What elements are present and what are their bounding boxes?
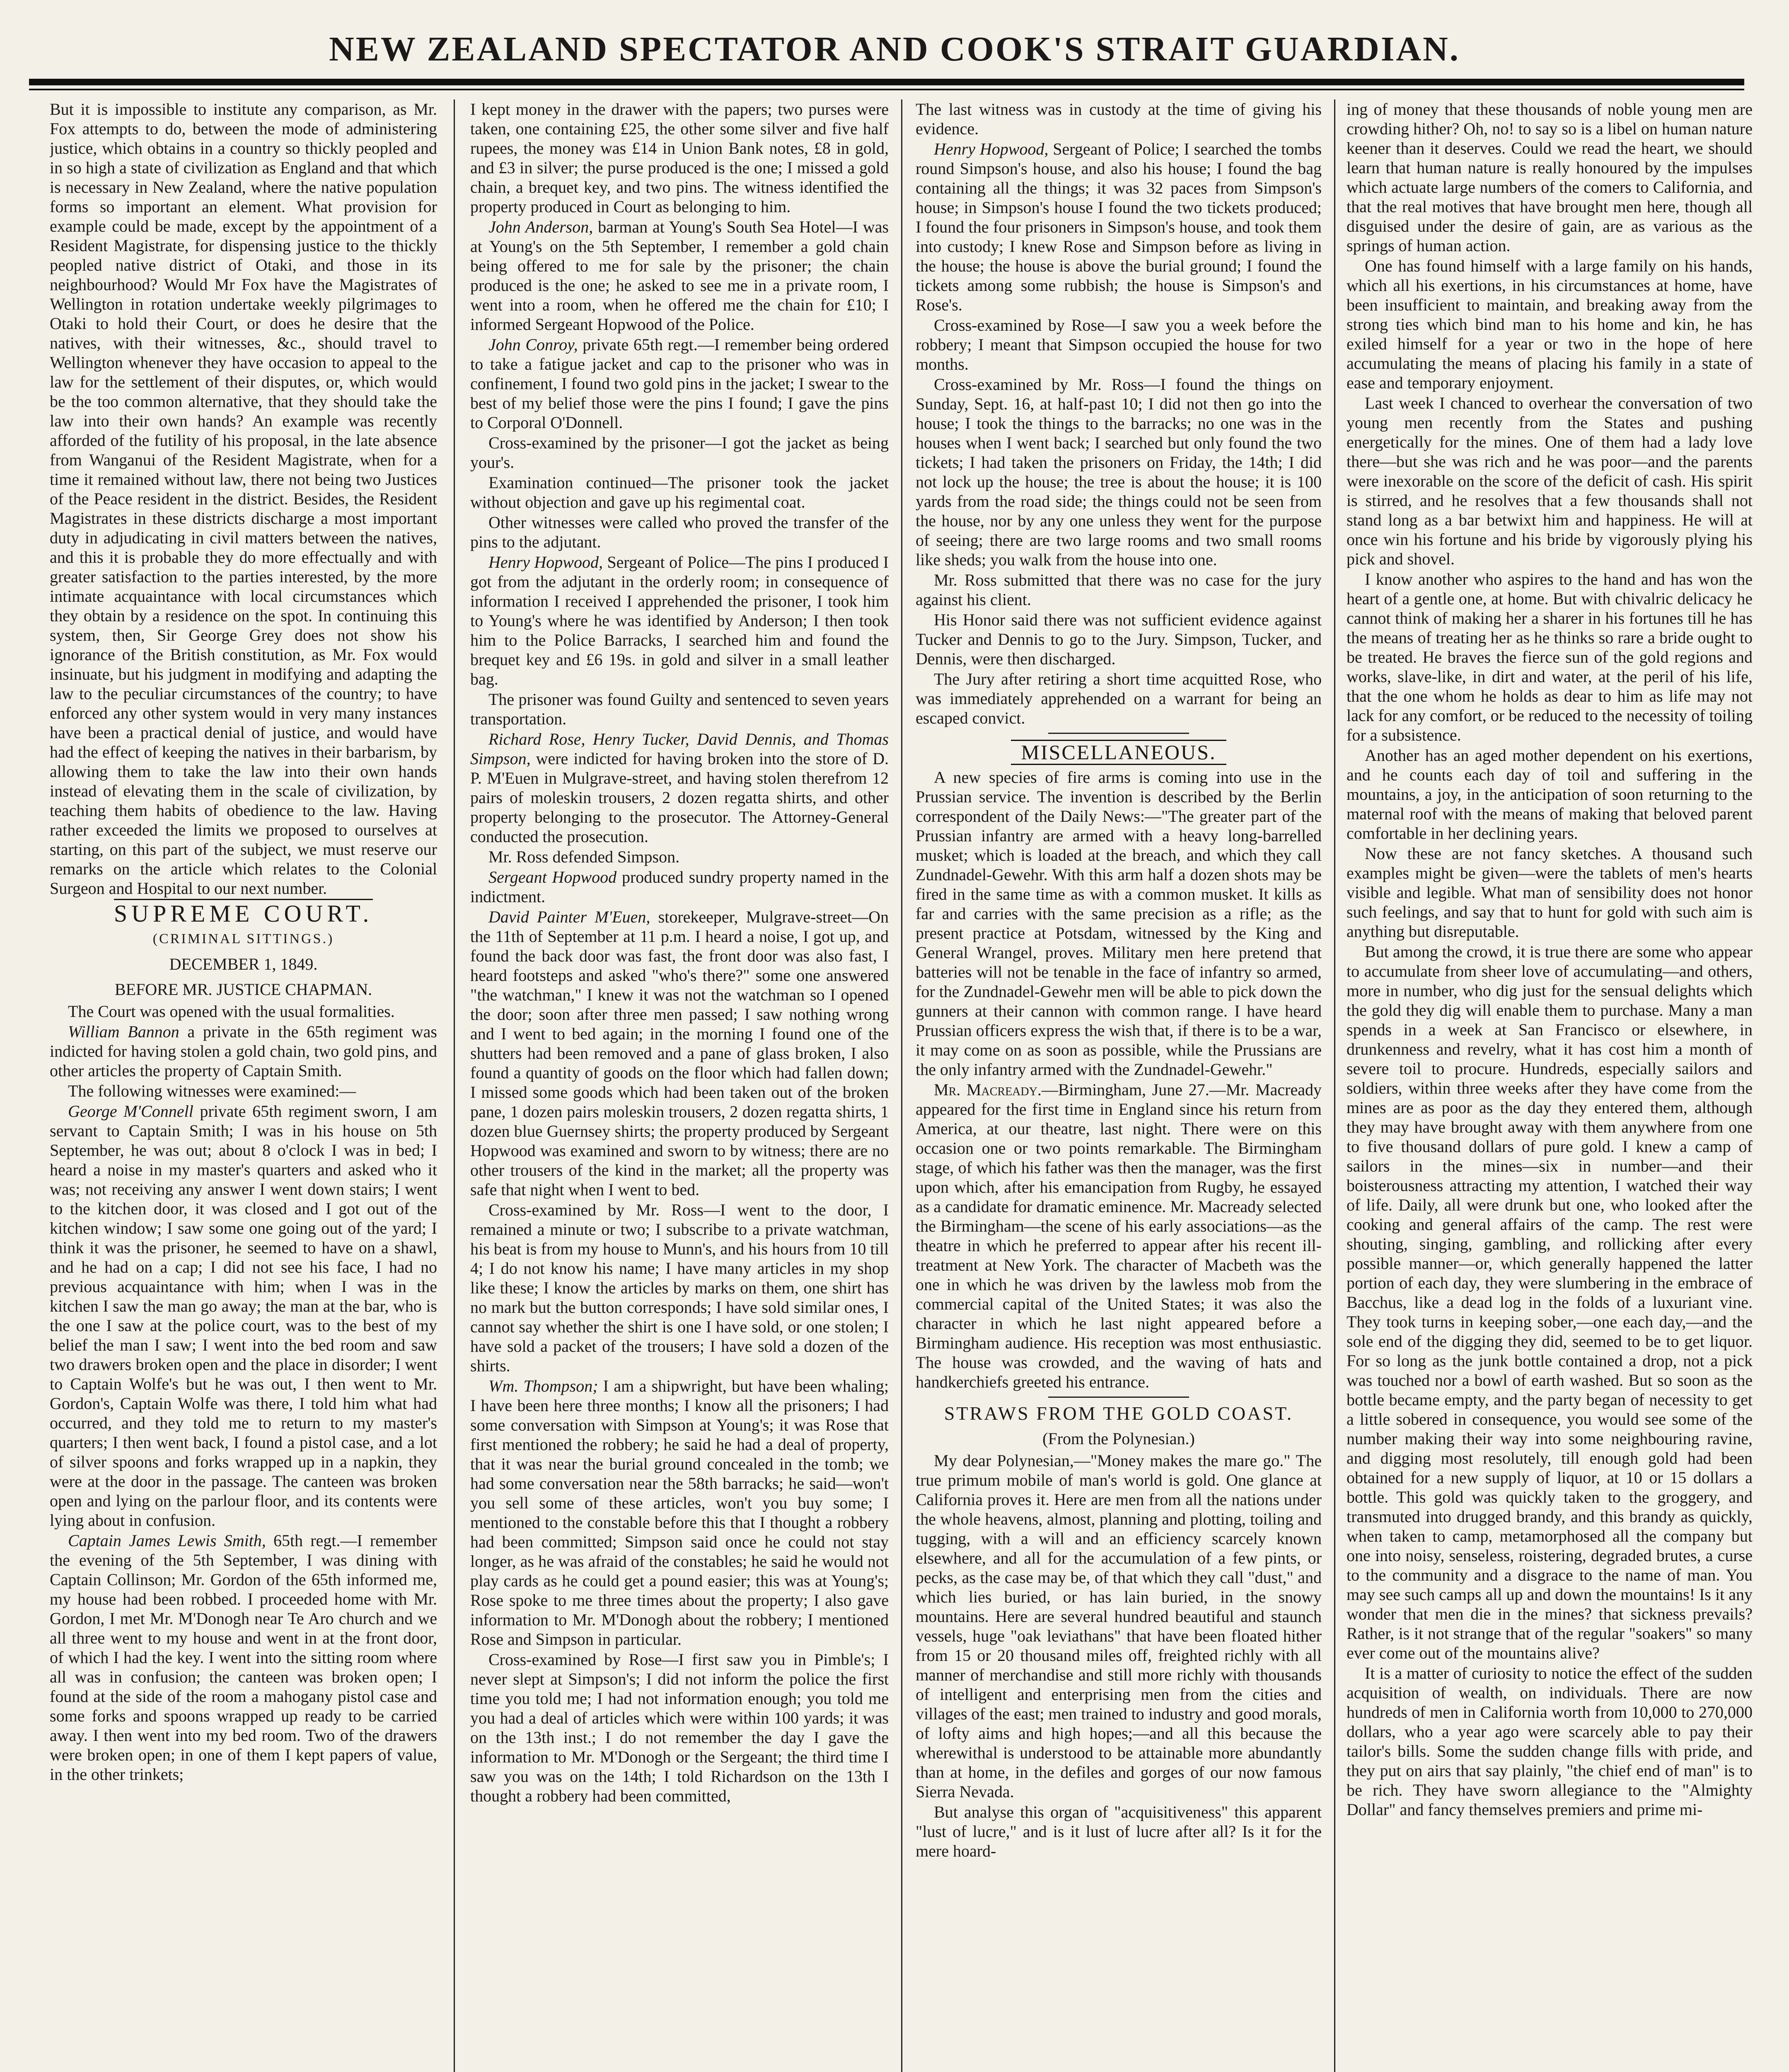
masthead-rule-thin (29, 89, 1744, 90)
witness-testimony: I kept money in the drawer with the papers; two purses were taken, one containing £25, the other some silver and five half rupees, the money was £14 in Union Bank notes, £8 in gold, and £3 in silver; the purse produced is the one; I missed a gold chain, a brequet key, and two pins. The witness identified the property produced in Court as belonging to him. (470, 100, 889, 216)
supreme-court-heading: SUPREME COURT. (50, 904, 437, 923)
column-divider (1334, 99, 1335, 2072)
cross-examination: Cross-examined by Rose—I first saw you in Pimble's; I never slept at Simpson's; I did not inform the police the first time you told me; I had not information enough; you told me you had a deal of articles which were within 100 yards; it was on the 13th inst.; I do not remember the day I gave the information to Mr. M'Donogh or the Sergeant; the third time I saw you was on the 14th; I told Richardson on the 13th I thought a robbery had been committed, (470, 1650, 889, 1805)
section-rule (1048, 1397, 1189, 1398)
article-paragraph: Mr. Macready.—Birmingham, June 27.—Mr. Macready appeared for the first time in England since his return from America, at our theatre, last night. There were on this occasion one or two points remarkable. The Birmingham stage, of which his father was then the manager, was the first upon which, after his emancipation from Rugby, he essayed as a candidate for dramatic eminence. Mr. Macready selected the Birmingham—the scene of his early associations—as the theatre in which he preferred to appear after his recent ill-treatment at New York. The character of Macbeth was the one in which he was driven by the lawless mob from the commercial capital of the United States; it was also the character in which he last night appeared before a Birmingham audience. His reception was most enthusiastic. The house was crowded, and the waving of hats and handkerchiefs greeted his entrance. (916, 1080, 1322, 1391)
court-verdict: The Jury after retiring a short time acquitted Rose, who was immediately apprehended on a warrant for being an escaped convict. (916, 670, 1322, 727)
straws-source: (From the Polynesian.) (1042, 1429, 1195, 1448)
article-paragraph: But among the crowd, it is true there are some who appear to accumulate from sheer love of accumulating—and others, more in number, who dig just for the sensual delights which the gold they dig will enable them to purchase. Many a man spends in a week at San Francisco or elsewhere, in drunkenness and revelry, what it has cost him a month of severe toil to procure. Hundreds, especially sailors and soldiers, within three weeks after they have come from the mines are as poor as the day they entered them, although they may have brought away with them anywhere from one to five thousand dollars of pure gold. I knew a camp of sailors in the mines—six in number—and their boisterousness attracting my attention, I watched their way of life. Daily, all were drunk but one, who looked after the cooking and general affairs of the camp. The rest were shouting, singing, gambling, and rollicking after every possible manner—or, which generally happened the latter portion of each day, they were slumbering in the embrace of Bacchus, like a dead log in the folds of a luxuriant vine. They took turns in keeping sober,—one each day,—and the sole end of the digging they did, seemed to be to get liquor. For so long as the junk bottle contained a drop, not a pick was touched nor a bowl of earth washed. But so soon as the bottle became empty, and the party began of necessity to get a little sobered in consequence, you would see some of the number making their way into some neighbouring ravine, and digging most resolutely, till enough gold had been obtained for a new supply of liquor, at 10 or 15 dollars a bottle. This gold was quickly taken to the groggery, and transmuted into drugged brandy, and this brandy as quickly, when taken to camp, metamorphosed all the company but one into noisy, senseless, roistering, degraded brutes, a curse to the community and a disgrace to the name of man. You may see such camps all up and down the mountains! Is it any wonder that men die in the mines? that sickness prevails? Rather, is it not strange that of the regular "soakers" so many ever come out of the mountains alive? (1347, 942, 1753, 1662)
cross-examination: Cross-examined by Rose—I saw you a week before the robbery; I meant that Simpson occupied the house for two months. (916, 316, 1322, 373)
article-paragraph: My dear Polynesian,—"Money makes the mare go." The true primum mobile of man's world is gold. One glance at California proves it. Here are men from all the nations under the whole heavens, almost, planning and plotting, toiling and tugging, with a will and an efficiency scarcely known elsewhere, and all for the accumulation of a few pints, or pecks, as the case may be, of that which they call "dust," and which lies buried, or has lain buried, in the snowy mountains. Here are several hundred beautiful and staunch vessels, huge "oak leviathans" that have been floated hither from 15 or 20 thousand miles off, freighted richly with all manner of merchandise and still more richly with thousands of intelligent and enterprising men from the cities and villages of the east; men trained to industry and good morals, of lofty aims and high hopes;—and all this because the wherewithal is understood to be attainable more abundantly than at home, in the defiles and gorges of our now famous Sierra Nevada. (916, 1451, 1322, 1801)
court-subheading: (CRIMINAL SITTINGS.) (152, 931, 334, 946)
column-2 (470, 99, 889, 2072)
article-paragraph: One has found himself with a large family on his hands, which all his exertions, in his circumstances at home, have been insufficient to maintain, and breaking away from the strong ties which bind man to his home and kin, he has exiled himself for a year or two in the hope of here accumulating the means of placing his family in a state of ease and temporary enjoyment. (1347, 257, 1753, 392)
witness-testimony: David Painter M'Euen, storekeeper, Mulgrave-street—On the 11th of September at 11 p.m. I heard a noise, I got up, and found the back door was fast, the front door was also fast, I heard footsteps and asked "who's there?" some one answered "the watchman," I knew it was not the watchman so I opened the door; soon after three men passed; I saw nothing wrong and I went to bed again; in the morning I found one of the shutters had been removed and a pane of glass broken, I also found a quantity of goods on the floor which had fallen down; I missed some goods which had been taken out of the broken pane, 1 dozen pairs moleskin trousers, 2 dozen regatta shirts, 1 dozen blue Guernsey shirts; the property produced by Sergeant Hopwood was examined and sworn to by witness; there are no other trousers of the kind in the market; all the property was safe that night when I went to bed. (470, 908, 889, 1199)
court-paragraph: William Bannon a private in the 65th regiment was indicted for having stolen a gold chain, two gold pins, and other articles the property of Captain Smith. (50, 1022, 437, 1080)
witness-testimony: John Anderson, barman at Young's South Sea Hotel—I was at Young's on the 5th September, I remember a gold chain being offered to me for sale by the prisoner; the chain produced is the one; he asked to see me in a private room, I went into a room, when he offered me the chain for £10; I informed Sergeant Hopwood of the Police. (470, 218, 889, 334)
court-paragraph: Mr. Ross submitted that there was no case for the jury against his client. (916, 571, 1322, 609)
witness-testimony: George M'Connell private 65th regiment sworn, I am servant to Captain Smith; I was in his house on 5th September, he was out; about 8 o'clock I was in bed; I heard a noise in my master's quarters and asked who it was; not receiving any answer I went down stairs; I went to the kitchen door, it was closed and I got out of the kitchen window; I saw some one going out of the yard; I think it was the prisoner, he seemed to have on a shawl, and he had on a cap; I did not see his face, I had no previous acquaintance with him; when I was in the kitchen I saw the man go away; the man at the bar, who is the one I saw at the police court, was to the best of my belief the man I saw; I went into the bed room and saw two drawers broken open and the place in disorder; I went to Captain Wolfe's but he was out, I then went to Mr. Gordon's, Captain Wolfe was there, I told him what had occurred, and they told me to return to my master's quarters; I then went back, I found a pistol case, and a lot of silver spoons and forks wrapped up in a napkin, they were at the door in the passage. The canteen was broken open and lying on the parlour floor, and its contents were lying about in confusion. (50, 1102, 437, 1530)
column-4 (1347, 99, 1753, 2072)
court-date: DECEMBER 1, 1849. (169, 955, 318, 973)
court-paragraph: Cross-examined by the prisoner—I got the jacket as being your's. (470, 433, 889, 472)
witness-testimony: John Conroy, private 65th regt.—I remember being ordered to take a fatigue jacket and cap to the prisoner who was in confinement, I found two gold pins in the jacket; I swear to the best of my belief those were the pins I found; I gave the pins to Corporal O'Donnell. (470, 335, 889, 432)
court-paragraph: Other witnesses were called who proved the transfer of the pins to the adjutant. (470, 513, 889, 551)
witness-testimony: Captain James Lewis Smith, 65th regt.—I remember the evening of the 5th September, I was dining with Captain Collinson; Mr. Gordon of the 65th informed me, my house had been robbed. I proceeded home with Mr. Gordon, I met Mr. M'Donogh near Te Aro church and we all three went to my house and went in at the front door, of which I had the key. I went into the sitting room where all was in confusion; the canteen was broken open; I found at the side of the room a mahogany pistol case and some forks and spoons wrapped up ready to be carried away. I then went into my bed room. Two of the drawers were broken open; in one of them I kept papers of value, in the other trinkets; (50, 1531, 437, 1784)
article-paragraph: ing of money that these thousands of noble young men are crowding hither? Oh, no! to say so is a libel on human nature keener than it deserves. Could we read the heart, we should learn that human nature is really honoured by the impulses which actuate large numbers of the comers to California, and that the real motives that have brought men here, though all disguised under the desire of gain, are as various as the springs of human action. (1347, 100, 1753, 255)
court-judge: BEFORE MR. JUSTICE CHAPMAN. (114, 980, 372, 999)
witness-testimony: Henry Hopwood, Sergeant of Police; I searched the tombs round Simpson's house, and also his house; I found the bag containing all the things; it was 32 paces from Simpson's house; in Simpson's house I found the two tickets produced; I found the four prisoners in Simpson's house, and took them into custody; I knew Rose and Simpson before as living in the house; the house is above the burial ground; I found the tickets among some rubbish; the house is Simpson's and Rose's. (916, 140, 1322, 314)
court-paragraph: The following witnesses were examined:— (68, 1082, 356, 1100)
masthead-title: NEW ZEALAND SPECTATOR AND COOK'S STRAIT GUARDIAN. (329, 30, 1460, 68)
court-paragraph: Richard Rose, Henry Tucker, David Dennis, and Thomas Simpson, were indicted for having broken into the store of D. P. M'Euen in Mulgrave-street, and having stolen therefrom 12 pairs of moleskin trousers, 2 dozen regatta shirts, and other property belonging to the prosecutor. The Attorney-General conducted the prosecution. (470, 730, 889, 846)
editorial-paragraph: But it is impossible to institute any comparison, as Mr. Fox attempts to do, between the mode of administering justice, which obtains in a country so thickly peopled and in so high a state of civilization as England and that which is necessary in New Zealand, where the native population forms so important an element. What provision for example could be made, except by the appointment of a Resident Magistrate, for dispensing justice to the thickly peopled native district of Otaki, and those in its neighbourhood? Would Mr Fox have the Magistrates of Wellington in rotation undertake weekly pilgrimages to Otaki to hold their Court, or does he desire that the natives, with their witnesses, &c., should travel to Wellington whenever they have occasion to appeal to the law for the settlement of their disputes, or, which would be the too common alternative, that they should take the law into their own hands? An example was recently afforded of the futility of his proposal, in the late absence from Wanganui of the Resident Magistrate, when for a time it remained without law, there not being two Justices of the Peace resident in the district. Besides, the Resident Magistrates in these districts discharge a most important duty in adjudicating in civil matters between the natives, and this it is probable they do more effectually and with greater satisfaction to the parties interested, by the more intimate acquaintance with local circumstances which they obtain by a residence on the spot. In continuing this system, then, Sir George Grey does not show his ignorance of the British constitution, as Mr. Fox would insinuate, but his judgment in modifying and adapting the law to the peculiar circumstances of the country; to have enforced any other system would in very many instances have been a practical denial of justice, and would have had the effect of keeping the natives in their barbarism, by allowing them to take the law into their own hands instead of elevating them in the scale of civilization, by teaching them habits of obedience to the law. Having rather exceeded the limits we proposed to ourselves at starting, on this part of the subject, we must reserve our remarks on the article which relates to the Colonial Surgeon and Hospital to our next number. (50, 100, 437, 898)
court-paragraph: Mr. Ross defended Simpson. (488, 847, 680, 866)
article-paragraph: But analyse this organ of "acquisitiveness" this apparent "lust of lucre," and is it lust of lucre after all? Is it for the mere hoard- (916, 1803, 1322, 1860)
article-paragraph: Last week I chanced to overhear the conversation of two young men recently from the States and pushing energetically for the mines. One of them had a lady love there—but she was rich and he was poor—and the parents were inexorable on the score of the deficit of cash. His spirit is stirred, and he resolves that a few thousands shall not stand long as a bar betwixt him and happiness. He will at once win his fortune and his bride by vigorously plying his pick and shovel. (1347, 394, 1753, 568)
court-verdict: The prisoner was found Guilty and sentenced to seven years transportation. (470, 690, 889, 728)
column-divider (454, 99, 455, 2072)
cross-examination: Cross-examined by Mr. Ross—I found the things on Sunday, Sept. 16, at half-past 10; I did not then go into the house; I took the things to the barracks; no one was in the houses when I went back; I searched but only found the two tickets; I had taken the prisoners on Friday, the 14th; I did not lock up the house; the tree is about the house; it is 100 yards from the road side; the things could not be seen from the house, nor by any one unless they went for the purpose of seeing; there are two large rooms and two small rooms like sheds; you walk from the house into one. (916, 375, 1322, 569)
court-paragraph: Examination continued—The prisoner took the jacket without objection and gave up his regimental coat. (470, 473, 889, 511)
article-paragraph: I know another who aspires to the hand and has won the heart of a gentle one, at home. But with chivalric delicacy he cannot think of making her a sharer in his fortunes till he has the means of treating her as he thinks so rare a bride ought to be treated. He braves the fierce sun of the gold regions and works, slave-like, in dirt and water, at the peril of his life, that the one whom he holds as dear to him as life may not lack for any comfort, or be reduced to the necessity of toiling for a subsistence. (1347, 570, 1753, 744)
article-paragraph: A new species of fire arms is coming into use in the Prussian service. The invention is described by the Berlin correspondent of the Daily News:—"The greater part of the Prussian infantry are armed with a heavy long-barrelled musket; which is loaded at the breach, and which they call Zundnadel-Gewehr. With this arm half a dozen shots may be fired in the same time as with a common musket. It kills as far and carries with the same precision as a rifle; as the present practice at Potsdam, witnessed by the King and General Wrangel, proves. Military men here pretend that batteries will not be tenable in the face of infantry so armed, for the Zundnadel-Gewehr men will be able to pick down the gunners at their cannon with common range. I have heard Prussian officers express the wish that, if there is to be a war, it may come on as soon as possible, while the Prussians are the only infantry armed with the Zundnadel-Gewehr." (916, 768, 1322, 1079)
miscellaneous-heading: MISCELLANEOUS. (1011, 740, 1226, 765)
miscellaneous-heading-wrap (916, 740, 1322, 765)
court-paragraph: His Honor said there was not sufficient evidence against Tucker and Dennis to go to the Jury. Simpson, Tucker, and Dennis, were then discharged. (916, 610, 1322, 668)
masthead-rule-thick (29, 79, 1744, 85)
court-paragraph: The Court was opened with the usual formalities. (68, 1002, 395, 1021)
article-paragraph: Now these are not fancy sketches. A thousand such examples might be given—were the tablets of men's hearts visible and legible. What man of sensibility does not honor such feelings, and say that to hunt for gold with such aim is anything but disreputable. (1347, 844, 1753, 941)
cross-examination: Cross-examined by Mr. Ross—I went to the door, I remained a minute or two; I subscribe to a private watchman, his beat is from my house to Munn's, and his hours from 10 till 4; I do not know his name; I have many articles in my shop like these; I know the articles by marks on them, one shirt has no mark but the button corresponds; I have sold similar ones, I cannot say whether the shirt is one I have sold, or one stolen; I have sold a packet of the trousers; I have sold a dozen of the shirts. (470, 1201, 889, 1375)
article-paragraph: Another has an aged mother dependent on his exertions, and he counts each day of toil and suffering in the mountains, a joy, in the anticipation of soon returning to the maternal roof with the means of making that beloved parent comfortable in her declining years. (1347, 746, 1753, 842)
straws-heading: STRAWS FROM THE GOLD COAST. (944, 1403, 1293, 1424)
witness-testimony: Wm. Thompson; I am a shipwright, but have been whaling; I have been here three months; I know all the prisoners; I had some conversation with Simpson at Young's; it was Rose that first mentioned the robbery; he said he had a deal of property, that it was near the burial ground concealed in the tomb; we had some conversation near the 58th barracks; he said—won't you sell some of these articles, won't you buy some; I mentioned to the constable before this that I thought a robbery had been committed; Simpson said once he could not stay longer, as he was afraid of the constables; he said he would not play cards as he could get a pound easier; this was at Young's; Rose spoke to me three times about the property; I also gave information to Mr. M'Donogh about the robbery; I mentioned Rose and Simpson in particular. (470, 1377, 889, 1648)
court-paragraph: The last witness was in custody at the time of giving his evidence. (916, 100, 1322, 138)
witness-testimony: Henry Hopwood, Sergeant of Police—The pins I produced I got from the adjutant in the orderly room; in consequence of information I received I apprehended the prisoner, I took him to Young's where he was identified by Anderson; I then took him to the Police Barracks, I searched him and found the brequet key and £6 19s. in gold and silver in a small leather bag. (470, 553, 889, 688)
article-paragraph: It is a matter of curiosity to notice the effect of the sudden acquisition of wealth, on individuals. There are now hundreds of men in California worth from 10,000 to 270,000 dollars, who a year ago were scarcely able to pay their tailor's bills. Some the sudden change fills with pride, and they put on airs that say plainly, "the chief end of man" is to be rich. They have sworn allegiance to the "Almighty Dollar" and fancy themselves premiers and prime mi- (1347, 1664, 1753, 1819)
column-divider (901, 99, 902, 2072)
witness-testimony: Sergeant Hopwood produced sundry property named in the indictment. (470, 868, 889, 906)
column-1 (50, 99, 437, 2072)
column-3 (916, 99, 1322, 2072)
section-rule (1048, 733, 1189, 734)
